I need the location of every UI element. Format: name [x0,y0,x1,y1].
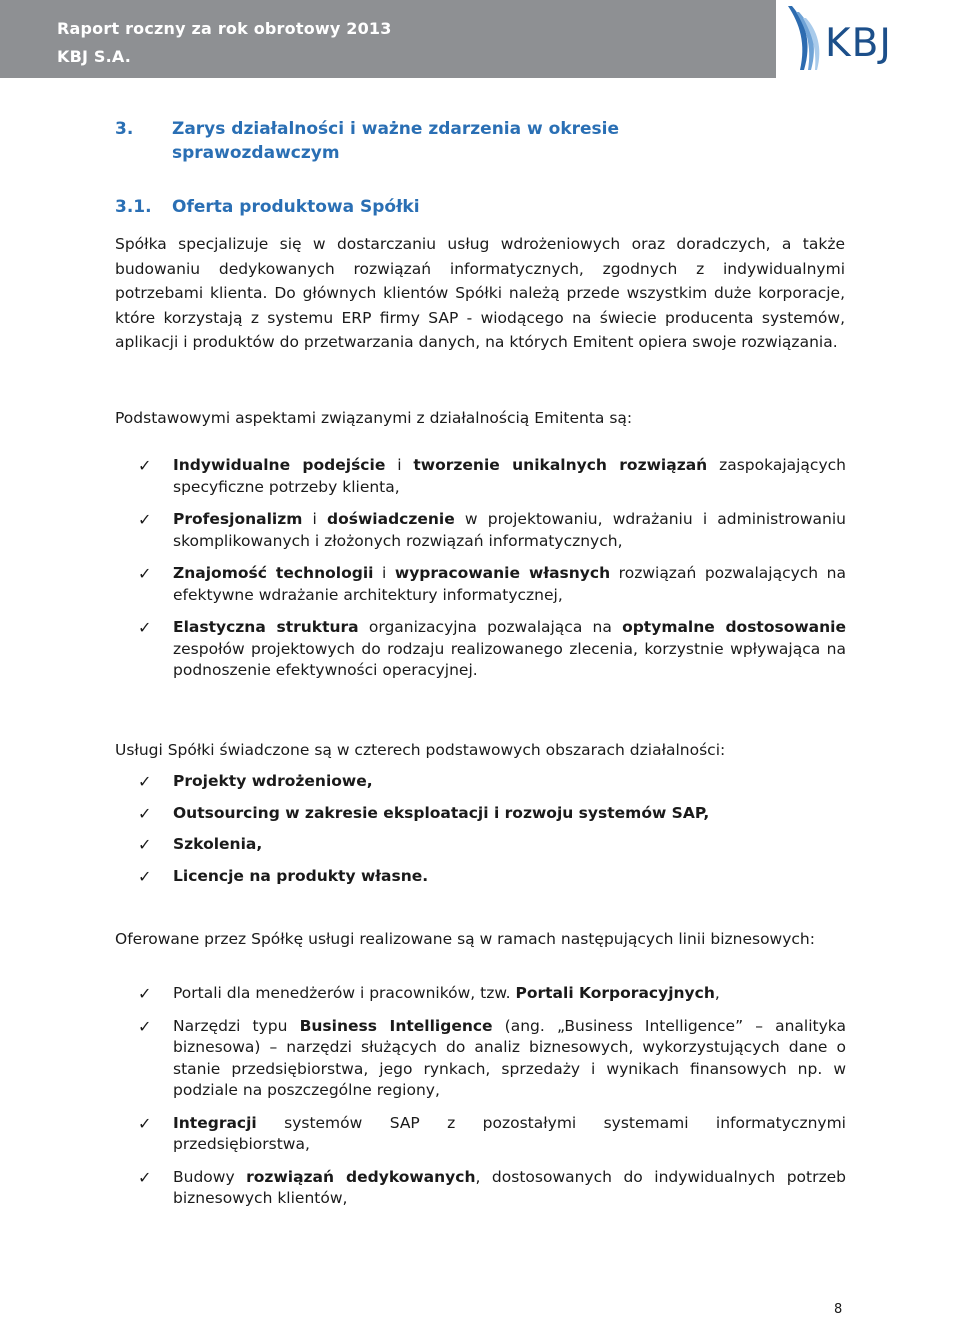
aspects-intro: Podstawowymi aspektami związanymi z działalnością Emitenta są: [115,409,633,427]
item-text: , dostosowanych do indywidualnych potrzeb biznesowych klientów, [173,1167,846,1207]
list-item [115,509,846,552]
item-bold: wypracowanie własnych [394,564,611,582]
section-3-heading [115,117,620,163]
item-bold: Elastyczna struktura [173,618,359,636]
business-lines-intro: Oferowane przez Spółkę usługi realizowane są w ramach następujących linii biznesowych: [115,930,815,948]
item-bold: optymalne dostosowanie [622,618,847,636]
check-icon: ✓ [138,803,152,823]
logo-text: KBJ [825,21,892,66]
page-number: 8 [834,1302,843,1317]
company-name: KBJ S.A. [57,47,132,66]
list-item [115,563,846,606]
section-number: 3. [115,119,134,139]
item-bold: rozwiązań dedykowanych [246,1167,476,1186]
check-icon: ✓ [138,866,152,886]
check-icon: ✓ [138,1167,152,1187]
item-text: zespołów projektowych do rodzaju realizowanego zlecenia, korzystnie wpływająca na podnoszenie efektywności operacyjnej. [173,639,846,679]
item-text: Narzędzi typu [173,1016,300,1035]
item-bold: Portali Korporacyjnych [515,984,715,1002]
item-text: organizacyjna pozwalająca na [358,618,623,636]
item-text: systemów SAP z pozostałymi systemami informatycznymi przedsiębiorstwa, [173,1113,846,1153]
areas-list [115,771,846,887]
list-item [115,1167,846,1210]
check-icon: ✓ [138,564,152,583]
list-item [115,1113,846,1156]
section-title: Zarys działalności i ważne zdarzenia w okresie sprawozdawczym [172,119,620,163]
item-text: w projektowaniu, wdrażaniu i administrowaniu skomplikowanych i złożonych rozwiązań informatycznych, [173,510,846,550]
item-text: i [385,456,414,474]
header-bar [0,0,776,78]
item-bold: Outsourcing w zakresie eksploatacji i rozwoju systemów SAP, [173,803,710,822]
check-icon: ✓ [138,1016,152,1036]
list-item [115,1016,846,1102]
item-bold: Projekty wdrożeniowe, [173,772,373,790]
item-bold: Szkolenia, [173,835,263,853]
report-title: Raport roczny za rok obrotowy 2013 [57,19,392,38]
list-item [115,771,846,793]
intro-paragraph: Spółka specjalizuje się w dostarczaniu usług wdrożeniowych oraz doradczych, a także budowaniu dedykowanych rozwiązań informatycznych, zgodnych z indywidualnymi potrzebami klienta. Do głównych klientów Spółki należą przede wszystkim duże korporacje, które korzystają z systemu ERP firmy SAP - wiodącego na świecie producenta systemów, aplikacji i produktów do przetwarzania danych, na których Emitent opiera swoje rozwiązania. [115,235,845,351]
check-icon: ✓ [138,618,152,637]
business-lines-list [115,983,846,1210]
aspects-list [115,455,846,682]
item-text: i [373,564,395,582]
item-bold: Business Intelligence [299,1016,493,1035]
item-bold: Profesjonalizm [173,510,303,528]
list-item [115,455,846,498]
check-icon: ✓ [138,772,152,791]
check-icon: ✓ [138,835,152,854]
item-text: Budowy [173,1167,247,1186]
check-icon: ✓ [138,510,152,529]
item-text: i [302,510,328,528]
areas-intro: Usługi Spółki świadczone są w czterech podstawowych obszarach działalności: [115,741,726,759]
item-bold: doświadczenie [327,510,455,528]
item-bold: tworzenie unikalnych rozwiązań [413,456,708,474]
item-bold: Licencje na produkty własne. [173,866,429,885]
item-text: zaspokajających specyficzne potrzeby klienta, [173,456,846,496]
item-text: Portali dla menedżerów i pracowników, tzw. [173,984,516,1002]
check-icon: ✓ [138,984,152,1003]
item-bold: Integracji [173,1113,257,1132]
section-3-1-heading [115,195,420,219]
list-item [115,617,846,682]
list-item [115,983,846,1005]
item-text: (ang. „Business Intelligence” – analityka biznesowa) – narzędzi służących do analiz biznesowych, wykorzystujących dane o stanie przedsiębiorstwa, jego rynkach, sprzedaży i wynikach finansowych np. w podziale na poszczególne regiony, [173,1016,846,1099]
item-bold: Znajomość technologii [173,564,374,582]
list-item [115,803,846,825]
item-bold: Indywidualne podejście [173,456,386,474]
list-item [115,834,846,856]
list-item [115,866,846,888]
item-text: rozwiązań pozwalających na efektywne wdrażanie architektury informatycznej, [173,564,846,604]
item-text: , [714,984,720,1002]
section-title: Oferta produktowa Spółki [172,197,420,217]
check-icon: ✓ [138,456,152,475]
section-number: 3.1. [115,197,152,217]
check-icon: ✓ [138,1113,152,1133]
